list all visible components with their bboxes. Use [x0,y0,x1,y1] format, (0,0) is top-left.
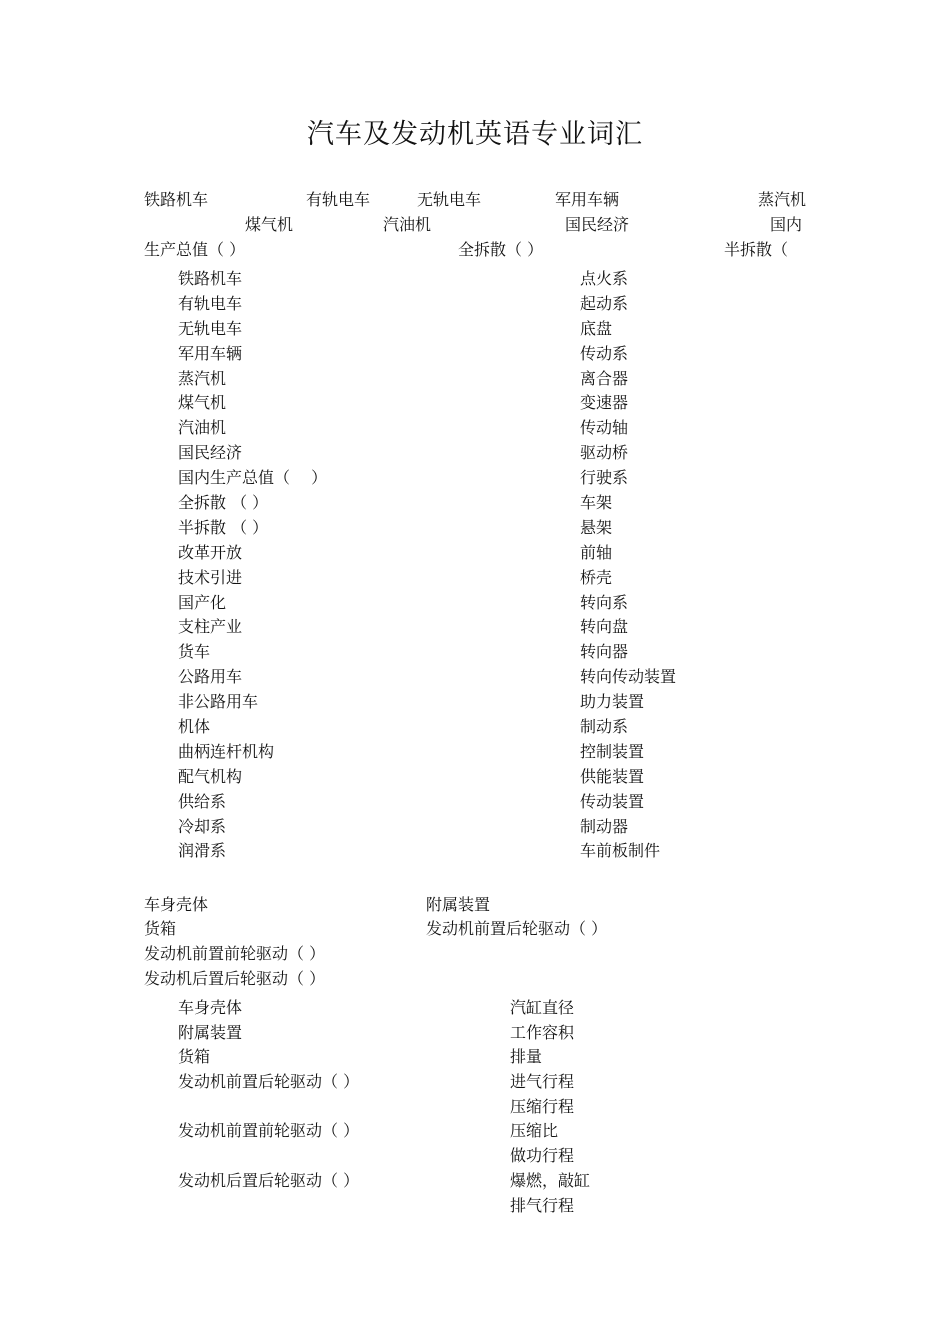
intro-term: 煤气机 [245,215,294,234]
list-item: 进气行程 [510,1072,575,1092]
list-item: 铁路机车 [178,269,243,288]
list-item: 工作容积 [510,1022,575,1042]
list-item: 转向传动装置 [580,667,677,687]
list-item: 助力装置 [580,692,645,712]
list-item: 桥壳 [580,567,613,587]
intro-term: 全拆散（ ） [458,240,544,259]
list-item: 车身壳体 [178,998,243,1017]
list-item: 供能装置 [580,766,645,786]
document-title: 汽车及发动机英语专业词汇 [307,119,643,150]
intro-term: 汽油机 [383,215,432,234]
list-item: 货箱 [178,1047,211,1067]
list-item [178,1146,478,1171]
list-item: 驱动桥 [580,443,629,463]
list-item: 做功行程 [510,1146,575,1166]
section2-term: 附属装置 [426,895,491,914]
list-item: 传动装置 [580,791,645,811]
list-item: 汽油机 [178,418,227,438]
list-item: 行驶系 [580,468,629,488]
list-item: 发动机前置后轮驱动（ ） [178,1072,360,1092]
list-item: 国内生产总值（ ） [178,468,328,488]
list-item: 全拆散 （ ） [178,493,269,513]
list-item: 国产化 [178,592,227,612]
intro-term: 无轨电车 [417,190,482,209]
list-item [178,1196,478,1221]
list-item: 起动系 [580,293,629,313]
list-item: 车架 [580,493,613,513]
intro-term: 有轨电车 [306,190,371,209]
list-item: 发动机后置后轮驱动（ ） [178,1170,360,1190]
intro-term: 生产总值（ ） [144,240,246,259]
section2-term: 车身壳体 [144,895,209,914]
list-item: 传动系 [580,343,629,363]
list-item: 改革开放 [178,542,243,562]
list-item: 车前板制件 [580,841,661,861]
list-item: 非公路用车 [178,692,259,712]
list-item: 转向盘 [580,617,629,637]
list-item: 冷却系 [178,816,227,836]
intro-term: 铁路机车 [144,190,209,209]
list-item: 配气机构 [178,766,243,786]
list-item: 机体 [178,717,211,737]
intro-term: 国内 [770,215,803,234]
list-item [178,1097,478,1122]
intro-term: 蒸汽机 [758,190,807,209]
list-item: 半拆散 （ ） [178,517,269,537]
term-list-2-right [510,998,810,1220]
list-item: 爆燃，敲缸 [510,1170,591,1190]
list-item: 发动机前置前轮驱动（ ） [178,1121,360,1141]
list-item: 变速器 [580,393,629,413]
list-item: 军用车辆 [178,343,243,363]
list-item: 技术引进 [178,567,243,587]
list-item: 点火系 [580,269,629,288]
list-item: 控制装置 [580,741,645,761]
section2-term: 发动机后置后轮驱动（ ） [144,969,326,988]
list-item: 转向系 [580,592,629,612]
term-list-right [580,269,880,866]
intro-term: 军用车辆 [555,190,620,209]
list-item: 支柱产业 [178,617,243,637]
intro-term: 半拆散（ [724,240,789,259]
list-item: 制动系 [580,717,629,737]
list-item: 排气行程 [510,1195,575,1215]
section2-term: 货箱 [144,919,177,938]
list-item: 前轴 [580,542,613,562]
term-list-left [178,269,538,866]
list-item: 压缩比 [510,1121,559,1141]
list-item: 曲柄连杆机构 [178,741,275,761]
list-item: 有轨电车 [178,293,243,313]
section2-term: 发动机前置前轮驱动（ ） [144,944,326,963]
list-item: 货车 [178,642,211,662]
section2-term: 发动机前置后轮驱动（ ） [426,919,608,938]
list-item: 汽缸直径 [510,998,575,1017]
list-item: 蒸汽机 [178,368,227,388]
list-item: 转向器 [580,642,629,662]
list-item: 国民经济 [178,443,243,463]
list-item: 润滑系 [178,841,227,861]
list-item: 公路用车 [178,667,243,687]
list-item: 底盘 [580,318,613,338]
intro-term: 国民经济 [565,215,630,234]
list-item: 传动轴 [580,418,629,438]
list-item: 附属装置 [178,1022,243,1042]
list-item: 制动器 [580,816,629,836]
list-item: 悬架 [580,517,613,537]
list-item: 压缩行程 [510,1096,575,1116]
list-item: 离合器 [580,368,629,388]
list-item: 排量 [510,1047,543,1067]
list-item: 无轨电车 [178,318,243,338]
term-list-2-left [178,998,478,1220]
list-item: 煤气机 [178,393,227,413]
list-item: 供给系 [178,791,227,811]
